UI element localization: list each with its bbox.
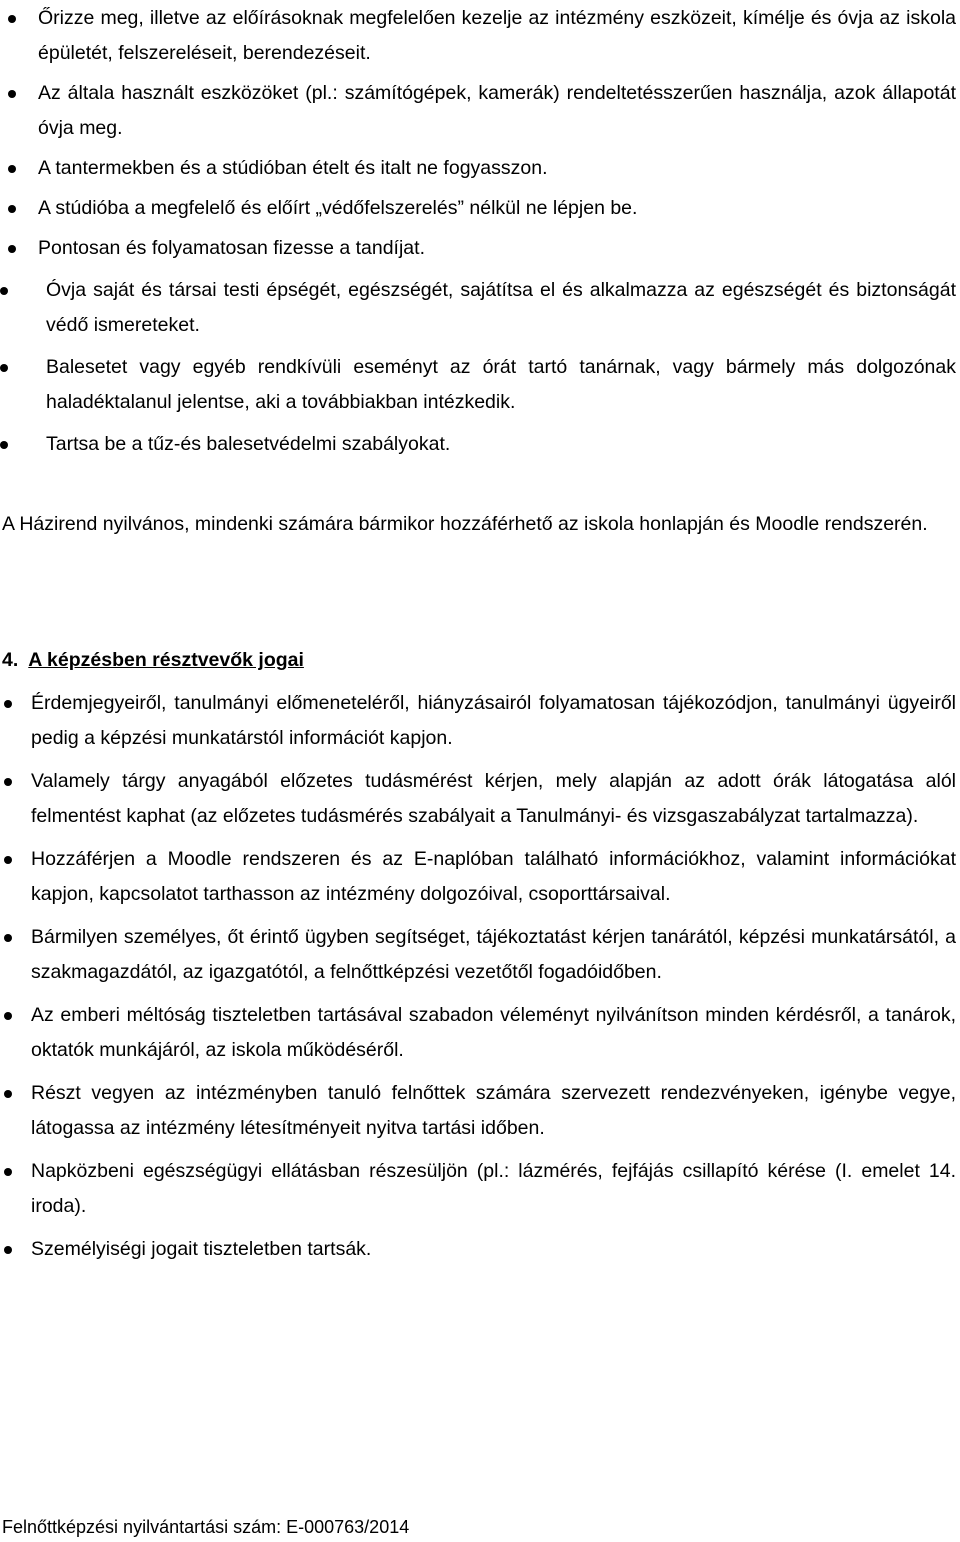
bullet-icon <box>4 1168 12 1176</box>
bullet-icon <box>0 287 8 295</box>
bullet-icon <box>0 441 8 449</box>
list-item <box>38 350 956 420</box>
list-item-text: Óvja saját és társai testi épségét, egészségét, sajátítsa el és alkalmazza az egészségét és biztonságát védő ismereteket. <box>46 279 956 336</box>
list-item-text: Részt vegyen az intézményben tanuló felnőttek számára szervezett rendezvényeken, igénybe vegye, látogassa az intézmény létesítményeit nyitva tartási időben. <box>31 1082 956 1139</box>
list-item <box>38 191 956 226</box>
bullet-icon <box>4 1090 12 1098</box>
list-item <box>31 1076 956 1146</box>
bullet-icon <box>8 165 16 173</box>
list-item-text: Személyiségi jogait tiszteletben tartsák. <box>31 1238 372 1260</box>
list-item-text: Az emberi méltóság tiszteletben tartásával szabadon véleményt nyilvánítson minden kérdésről, a tanárok, oktatók munkájáról, az iskola működéséről. <box>31 1004 956 1061</box>
section-number: 4. <box>2 649 19 671</box>
list-item-text: A tantermekben és a stúdióban ételt és italt ne fogyasszon. <box>38 157 548 179</box>
list-item-text: Hozzáférjen a Moodle rendszeren és az E-naplóban található információkhoz, valamint információkat kapjon, kapcsolatot tarthasson az intézmény dolgozóival, csoporttársaival. <box>31 848 956 905</box>
list-item <box>38 1 956 71</box>
list-item-text: Tartsa be a tűz-és balesetvédelmi szabályokat. <box>46 433 451 455</box>
bullet-icon <box>4 1246 12 1254</box>
list-item <box>38 427 956 462</box>
rights-bullet-list <box>31 686 956 1275</box>
bullet-icon <box>4 856 12 864</box>
list-item <box>38 76 956 146</box>
list-item-text: Őrizze meg, illetve az előírásoknak megfelelően kezelje az intézmény eszközeit, kímélje és óvja az iskola épületét, felszereléseit, berendezéseit. <box>38 7 956 64</box>
bullet-icon <box>4 778 12 786</box>
bullet-icon <box>8 90 16 98</box>
list-item <box>31 998 956 1068</box>
bullet-icon <box>8 205 16 213</box>
list-item-text: Pontosan és folyamatosan fizesse a tandíjat. <box>38 237 425 259</box>
bullet-icon <box>8 15 16 23</box>
list-item-text: Napközbeni egészségügyi ellátásban részesüljön (pl.: lázmérés, fejfájás csillapító kérése (I. emelet 14. iroda). <box>31 1160 956 1217</box>
list-item-text: Valamely tárgy anyagából előzetes tudásmérést kérjen, mely alapján az adott órák látogatása alól felmentést kaphat (az előzetes tudásmérés szabályait a Tanulmányi- és vizsgaszabályzat tartalmazza). <box>31 770 956 827</box>
list-item-text: Balesetet vagy egyéb rendkívüli eseményt az órát tartó tanárnak, vagy bármely más dolgozónak haladéktalanul jelentse, aki a továbbiakban intézkedik. <box>46 356 956 413</box>
intro-paragraph: A Házirend nyilvános, mindenki számára bármikor hozzáférhető az iskola honlapján és Moodle rendszerén. <box>2 513 928 535</box>
list-item-text: A stúdióba a megfelelő és előírt „védőfelszerelés” nélkül ne lépjen be. <box>38 197 638 219</box>
list-item-text: Az általa használt eszközöket (pl.: számítógépek, kamerák) rendeltetésszerűen használja, azok állapotát óvja meg. <box>38 82 956 139</box>
list-item <box>38 231 956 266</box>
list-item <box>38 273 956 343</box>
footer-registration-number: Felnőttképzési nyilvántartási szám: E-000763/2014 <box>2 1517 410 1537</box>
rules-bullet-list <box>38 1 956 467</box>
section-title: A képzésben résztvevők jogai <box>28 649 304 671</box>
list-item-text: Bármilyen személyes, őt érintő ügyben segítséget, tájékoztatást kérjen tanárától, képzési munkatársától, a szakmagazdától, az igazgatótól, a felnőttképzési vezetőtől fogadóidőben. <box>31 926 956 983</box>
list-item <box>38 151 956 186</box>
list-item <box>31 1232 956 1267</box>
list-item <box>31 764 956 834</box>
bullet-icon <box>4 934 12 942</box>
list-item <box>31 920 956 990</box>
list-item <box>31 842 956 912</box>
section-heading <box>2 643 304 678</box>
list-item <box>31 686 956 756</box>
list-item-text: Érdemjegyeiről, tanulmányi előmeneteléről, hiányzásairól folyamatosan tájékozódjon, tanulmányi ügyeiről pedig a képzési munkatárstól információt kapjon. <box>31 692 956 749</box>
bullet-icon <box>0 364 8 372</box>
list-item <box>31 1154 956 1224</box>
bullet-icon <box>8 245 16 253</box>
bullet-icon <box>4 1012 12 1020</box>
bullet-icon <box>4 700 12 708</box>
